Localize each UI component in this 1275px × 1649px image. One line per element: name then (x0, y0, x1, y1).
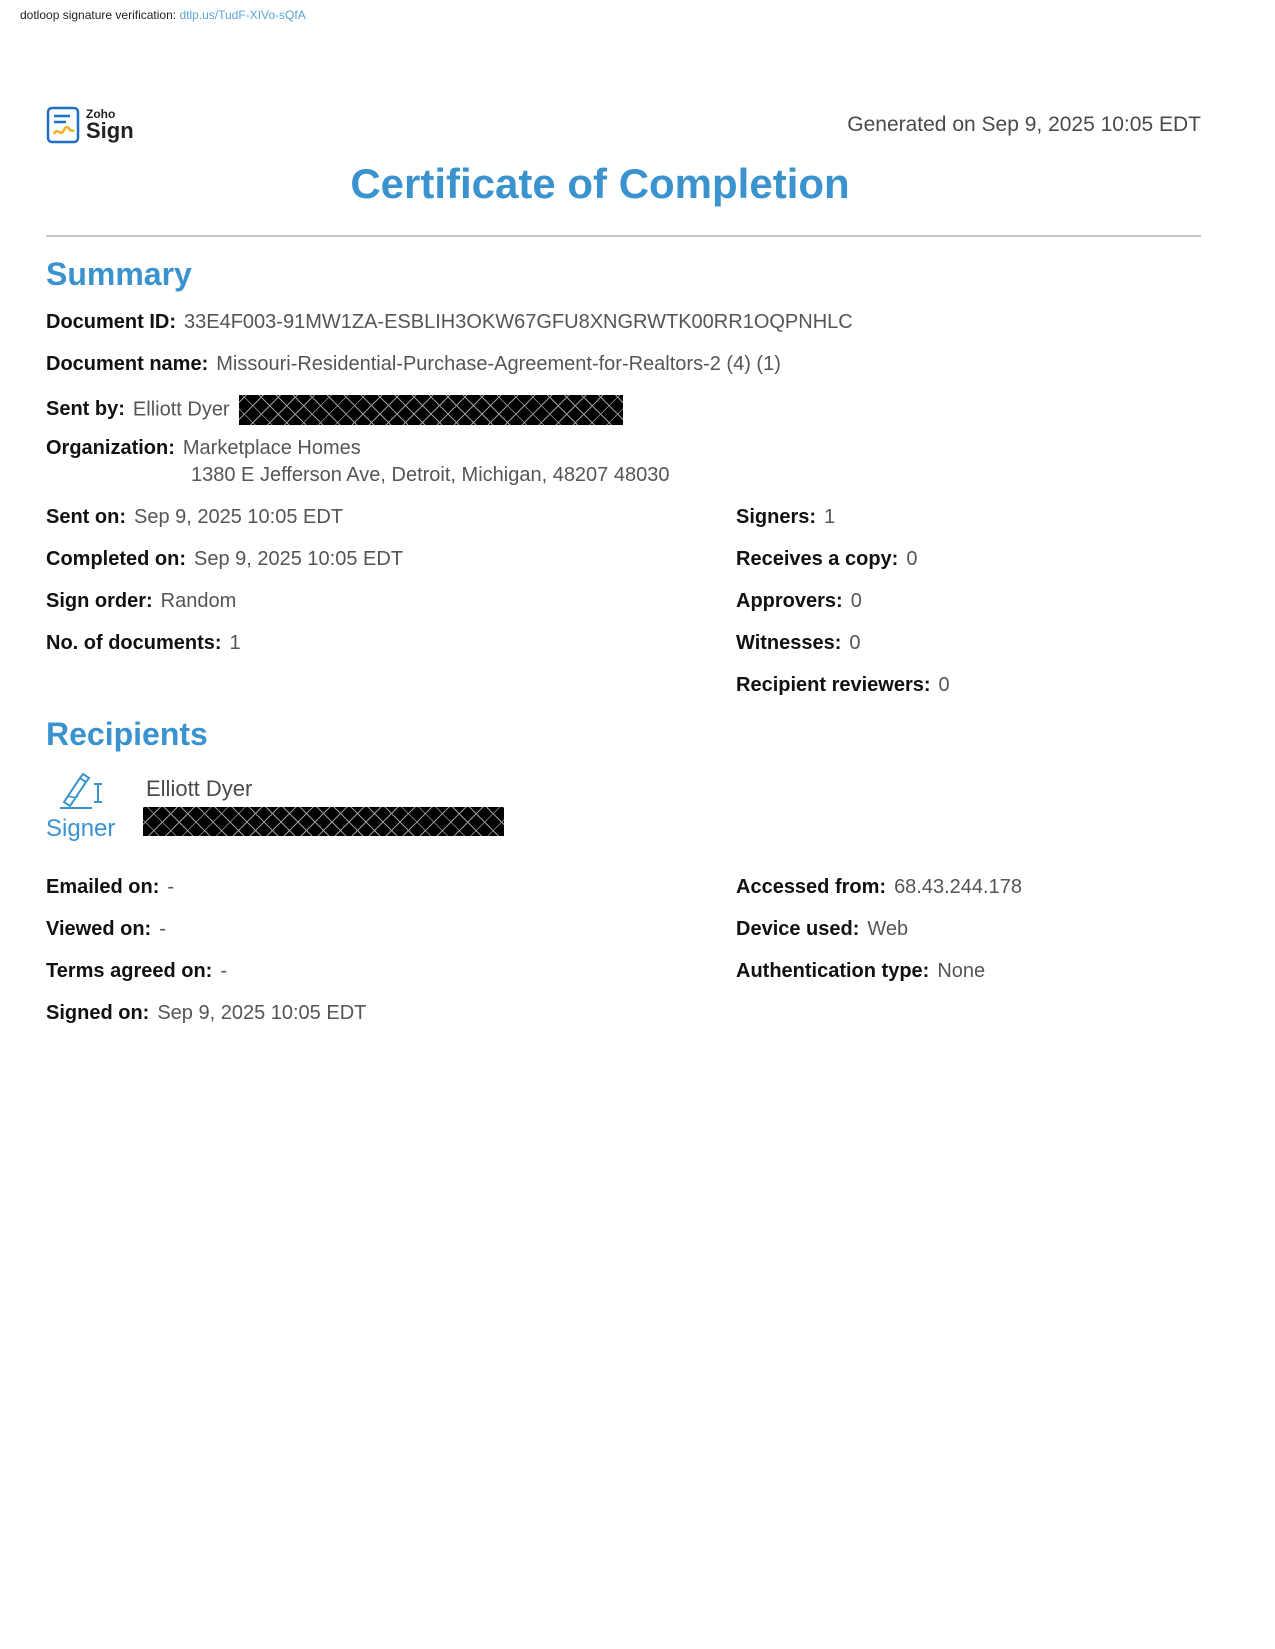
logo-small-text: Zoho (86, 107, 116, 121)
accessed-from-value: 68.43.244.178 (894, 876, 1022, 898)
document-name-row (46, 353, 781, 376)
recipient-reviewers-label: Recipient reviewers: (736, 674, 931, 696)
sign-order-value: Random (160, 590, 237, 612)
device-used-label: Device used: (736, 918, 860, 940)
witnesses-value: 0 (849, 632, 861, 654)
sent-on-row (46, 506, 343, 529)
signed-on-value: Sep 9, 2025 10:05 EDT (157, 1002, 367, 1024)
verification-link[interactable]: dtlp.us/TudF-XIVo-sQfA (179, 8, 306, 22)
num-documents-label: No. of documents: (46, 632, 222, 654)
emailed-on-value: - (167, 876, 175, 898)
document-name-label: Document name: (46, 353, 209, 375)
completed-on-row (46, 548, 403, 571)
device-used-row (736, 918, 908, 941)
sent-by-label: Sent by: (46, 398, 125, 421)
recipient-reviewers-value: 0 (938, 674, 950, 696)
organization-row (46, 437, 361, 460)
sent-on-value: Sep 9, 2025 10:05 EDT (134, 506, 344, 528)
title-divider (46, 235, 1201, 237)
receives-copy-value: 0 (906, 548, 918, 570)
signers-row (736, 506, 835, 529)
organization-label: Organization: (46, 437, 175, 459)
recipient-reviewers-row (736, 674, 950, 697)
generated-timestamp: Generated on Sep 9, 2025 10:05 EDT (847, 113, 1201, 136)
viewed-on-value: - (159, 918, 166, 940)
signed-on-row (46, 1002, 366, 1025)
emailed-on-label: Emailed on: (46, 876, 160, 898)
approvers-row (736, 590, 862, 613)
page-title: Certificate of Completion (350, 160, 850, 207)
organization-address: 1380 E Jefferson Ave, Detroit, Michigan, 48207 48030 (191, 464, 670, 486)
sign-order-label: Sign order: (46, 590, 153, 612)
sign-order-row (46, 590, 236, 613)
recipients-heading: Recipients (46, 716, 208, 752)
num-documents-row (46, 632, 241, 655)
receives-copy-row (736, 548, 917, 571)
recipient-name: Elliott Dyer (146, 776, 253, 801)
accessed-from-label: Accessed from: (736, 876, 887, 898)
organization-value: Marketplace Homes (182, 437, 361, 459)
signers-value: 1 (824, 506, 836, 528)
completed-on-label: Completed on: (46, 548, 186, 570)
summary-heading: Summary (46, 256, 192, 292)
approvers-value: 0 (850, 590, 862, 612)
witnesses-label: Witnesses: (736, 632, 842, 654)
viewed-on-row (46, 918, 166, 941)
receives-copy-label: Receives a copy: (736, 548, 899, 570)
device-used-value: Web (867, 918, 909, 940)
completed-on-value: Sep 9, 2025 10:05 EDT (194, 548, 404, 570)
zoho-sign-logo (46, 106, 134, 144)
accessed-from-row (736, 876, 1022, 899)
emailed-on-row (46, 876, 174, 899)
authentication-type-row (736, 960, 985, 983)
document-id-row (46, 311, 853, 334)
terms-agreed-on-row (46, 960, 227, 983)
logo-big-text: Sign (86, 118, 134, 143)
verification-line (20, 8, 306, 22)
signer-pen-icon (56, 772, 108, 812)
redacted-recipient-email (143, 807, 504, 836)
terms-agreed-on-label: Terms agreed on: (46, 960, 213, 982)
document-name-value: Missouri-Residential-Purchase-Agreement-for-Realtors-2 (4) (1) (216, 353, 781, 375)
redacted-email (239, 395, 623, 425)
document-id-value: 33E4F003-91MW1ZA-ESBLIH3OKW67GFU8XNGRWTK00RR1OQPNHLC (184, 311, 853, 333)
witnesses-row (736, 632, 861, 655)
num-documents-value: 1 (229, 632, 241, 654)
signed-on-label: Signed on: (46, 1002, 150, 1024)
zoho-sign-logo-icon (46, 106, 80, 144)
signers-label: Signers: (736, 506, 817, 528)
viewed-on-label: Viewed on: (46, 918, 152, 940)
approvers-label: Approvers: (736, 590, 843, 612)
authentication-type-label: Authentication type: (736, 960, 930, 982)
document-id-label: Document ID: (46, 311, 176, 333)
authentication-type-value: None (937, 960, 986, 982)
sent-by-row (46, 395, 623, 425)
sent-on-label: Sent on: (46, 506, 126, 528)
verification-label: dotloop signature verification: (20, 8, 177, 22)
terms-agreed-on-value: - (220, 960, 228, 982)
sent-by-value: Elliott Dyer (132, 398, 230, 421)
signer-role-label: Signer (46, 815, 116, 842)
